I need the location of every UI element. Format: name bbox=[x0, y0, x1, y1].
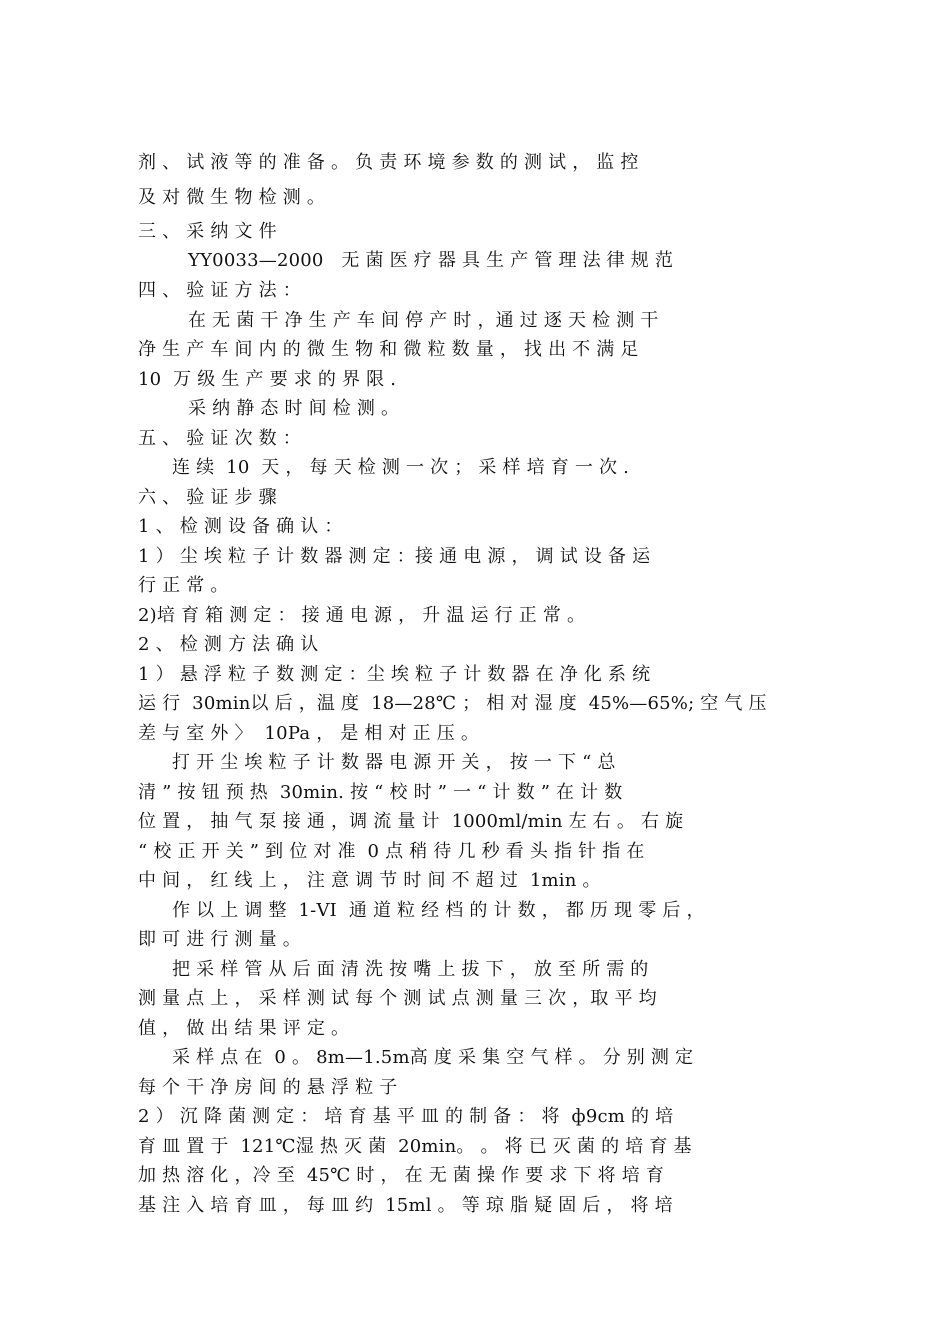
text-line: 采 纳 静 态 时 间 检 测 。 bbox=[188, 398, 400, 419]
text-line: 育 皿 置 于 121℃湿 热 灭 菌 20min。 。 将 已 灭 菌 的 培 育 基 bbox=[138, 1136, 692, 1157]
section-heading: 四 、 验 证 方 法 ： bbox=[138, 280, 301, 301]
text-line: “ 校 正 开 关 ” 到 位 对 准 0 点 稍 待 几 秒 看 头 指 针 指 在 bbox=[138, 841, 645, 862]
text-line: YY0033—2000 无 菌 医 疗 器 具 生 产 管 理 法 律 规 范 bbox=[188, 250, 674, 271]
text-line: 中 间 ， 红 线 上 ， 注 意 调 节 时 间 不 超 过 1min 。 bbox=[138, 870, 601, 891]
text-line: 净 生 产 车 间 内 的 微 生 物 和 微 粒 数 量 ， 找 出 不 满 足 bbox=[138, 339, 639, 360]
text-line: 2)培 育 箱 测 定 ： 接 通 电 源 ， 升 温 运 行 正 常 。 bbox=[138, 605, 586, 626]
text-line: 1 ） 尘 埃 粒 子 计 数 器 测 定 ：接 通 电 源 ， 调 试 设 备 运 bbox=[138, 546, 651, 567]
text-line: 清 ” 按 钮 预 热 30min. 按 “ 校 时 ” 一 “ 计 数 ” 在 计 数 bbox=[138, 782, 623, 803]
text-line: 测 量 点 上 ， 采 样 测 试 每 个 测 试 点 测 量 三 次 ，取 平 均 bbox=[138, 988, 657, 1009]
text-line: 把 采 样 管 从 后 面 清 洗 按 嘴 上 拔 下 ， 放 至 所 需 的 bbox=[172, 959, 649, 980]
text-line: 运 行 30min以 后 ，温 度 18—28℃ ； 相 对 湿 度 45%—65%; 空 气 压 bbox=[138, 693, 767, 714]
text-line: 每 个 干 净 房 间 的 悬 浮 粒 子 bbox=[138, 1077, 398, 1098]
text-line: 位 置 ， 抽 气 泵 接 通 ，调 流 量 计 1000ml/min 左 右 。 右 旋 bbox=[138, 811, 684, 832]
section-heading: 三 、 采 纳 文 件 bbox=[138, 221, 277, 242]
text-line: 剂 、 试 液 等 的 准 备 。 负 责 环 境 参 数 的 测 试 ， 监 控 bbox=[138, 152, 639, 173]
text-line: 2 、 检 测 方 法 确 认 bbox=[138, 634, 319, 655]
text-line: 2 ） 沉 降 菌 测 定 ： 培 育 基 平 皿 的 制 备 ： 将 ф9cm 的 培 bbox=[138, 1106, 674, 1127]
text-line: 加 热 溶 化 ，冷 至 45℃ 时 ， 在 无 菌 操 作 要 求 下 将 培 育 bbox=[138, 1165, 665, 1186]
text-line: 打 开 尘 埃 粒 子 计 数 器 电 源 开 关 ， 按 一 下 “ 总 bbox=[172, 752, 616, 773]
section-heading: 六 、 验 证 步 骤 bbox=[138, 487, 277, 508]
text-line: 差 与 室 外 〉 10Pa ， 是 相 对 正 压 。 bbox=[138, 723, 480, 744]
text-line: 行 正 常 。 bbox=[138, 575, 229, 596]
section-heading: 五 、 验 证 次 数 ： bbox=[138, 428, 301, 449]
text-line: 1 ） 悬 浮 粒 子 数 测 定 ：尘 埃 粒 子 计 数 器 在 净 化 系 统 bbox=[138, 664, 651, 685]
text-line: 采 样 点 在 0 。 8m—1.5m高 度 采 集 空 气 样 。 分 别 测 定 bbox=[172, 1047, 694, 1068]
text-line: 1 、 检 测 设 备 确 认 ： bbox=[138, 516, 343, 537]
text-line: 基 注 入 培 育 皿 ， 每 皿 约 15ml 。 等 琼 脂 疑 固 后 ， 将 培 bbox=[138, 1195, 673, 1216]
text-line: 连 续 10 天 ， 每 天 检 测 一 次 ； 采 样 培 育 一 次 . bbox=[172, 457, 630, 478]
text-line: 10 万 级 生 产 要 求 的 界 限 . bbox=[138, 369, 397, 390]
text-line: 作 以 上 调 整 1-VI 通 道 粒 经 档 的 计 数 ， 都 历 现 零 后 ， bbox=[172, 900, 705, 921]
text-line: 即 可 进 行 测 量 。 bbox=[138, 929, 301, 950]
text-line: 值 ， 做 出 结 果 评 定 。 bbox=[138, 1018, 350, 1039]
text-line: 及 对 微 生 物 检 测 。 bbox=[138, 187, 326, 208]
text-line: 在 无 菌 干 净 生 产 车 间 停 产 时 ，通 过 逐 天 检 测 干 bbox=[188, 310, 659, 331]
